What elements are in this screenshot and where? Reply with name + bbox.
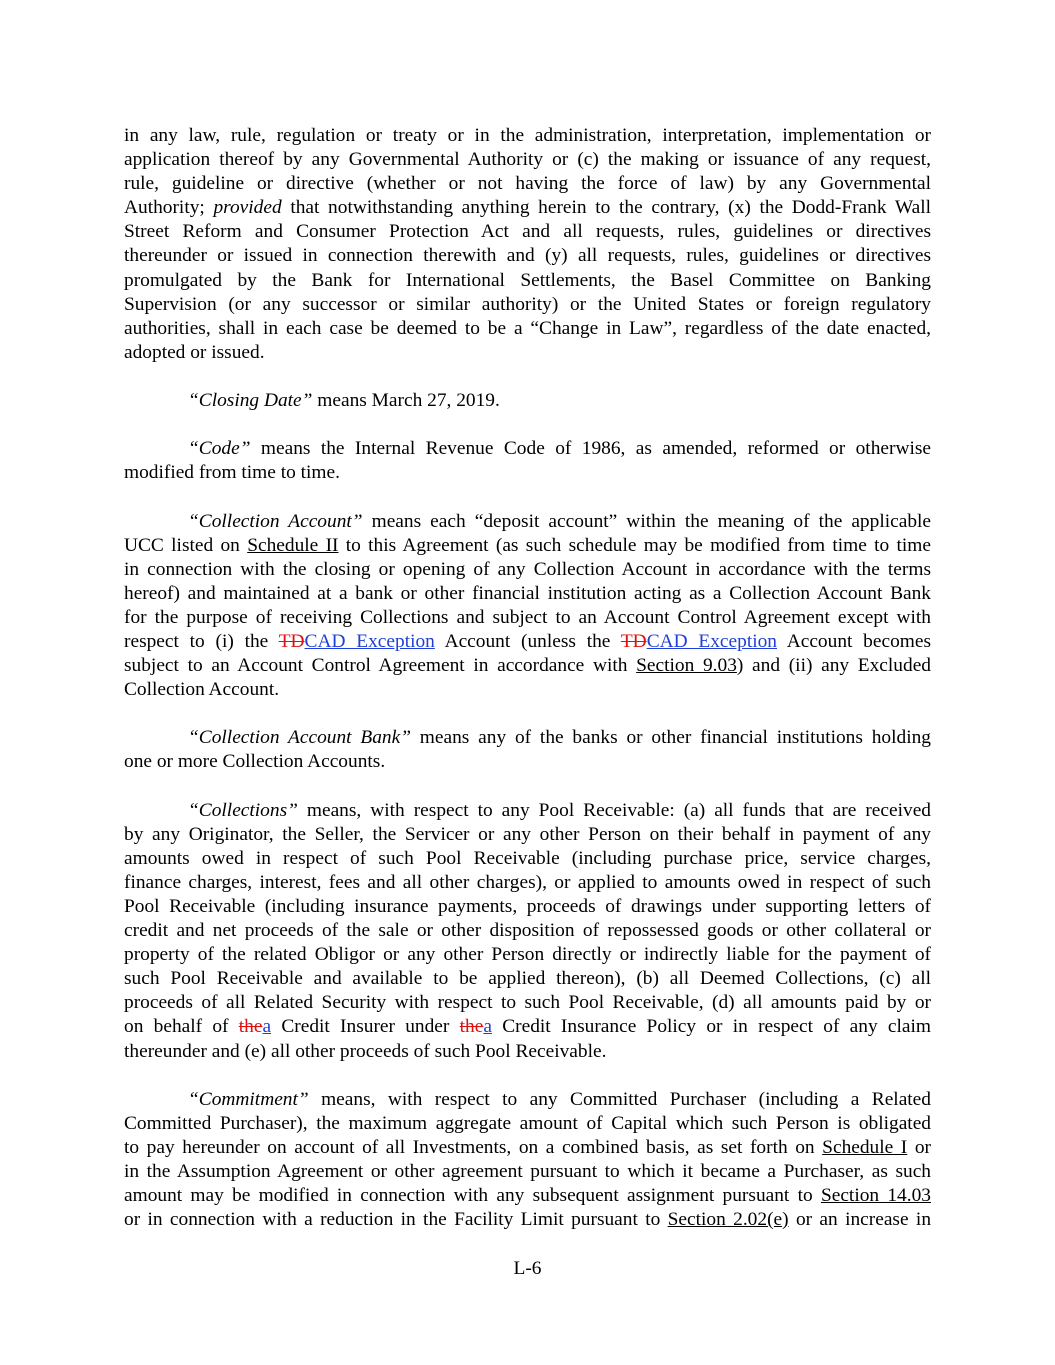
text-run: for the purpose of receiving Collections and subject to an Account Control Agreement except with — [124, 606, 931, 628]
text-line — [124, 1040, 931, 1064]
text-run: in any law, rule, regulation or treaty or in the administration, interpretation, implementation or — [124, 125, 931, 146]
deleted-text: TD — [620, 630, 647, 652]
deleted-text: the — [459, 1016, 484, 1038]
text-run: means, with respect to any Committed Purchaser (including a Related — [308, 1088, 931, 1110]
text-run: that notwithstanding anything herein to the contrary, (x) the Dodd-Frank Wall — [281, 197, 931, 219]
text-run: Pool Receivable (including insurance payments, proceeds of drawings under supporting letters of — [124, 896, 931, 917]
text-run: means any of the banks or other financial institutions holding — [411, 727, 931, 749]
text-run: authorities, shall in each case be deemed to be a “Change in Law”, regardless of the date enacted, — [124, 317, 931, 339]
text-line — [124, 943, 931, 967]
cross-reference-link[interactable]: Section 9.03 — [636, 655, 737, 677]
text-run: one or more Collection Accounts. — [124, 751, 386, 773]
text-run: rule, guideline or directive (whether or not having the force of law) by any Governmental — [124, 173, 931, 195]
text-line — [124, 510, 931, 534]
inserted-text[interactable]: a — [262, 1016, 272, 1038]
text-run: proceeds of all Related Security with respect to such Pool Receivable, (d) all amounts paid by or — [124, 992, 931, 1014]
paragraph — [124, 510, 931, 703]
text-line — [124, 799, 931, 823]
text-line — [124, 1015, 931, 1039]
defined-term: “Commitment” — [188, 1088, 309, 1110]
text-line — [124, 1112, 931, 1136]
text-run: means the Internal Revenue Code of 1986, as amended, reformed or otherwise — [250, 438, 931, 460]
defined-term: “Code” — [188, 438, 251, 460]
cross-reference-link[interactable]: Section 2.02(e) — [667, 1209, 789, 1231]
text-line — [124, 1208, 931, 1232]
defined-term: “Closing Date” — [188, 390, 313, 412]
paragraph — [124, 389, 931, 413]
text-line — [124, 1160, 931, 1184]
text-run: modified from time to time. — [124, 462, 340, 484]
deleted-text: TD — [278, 630, 305, 652]
text-run: Collection Account. — [124, 679, 280, 701]
text-run: or — [907, 1136, 931, 1158]
text-line — [124, 461, 931, 485]
text-run: Authority; — [124, 197, 214, 219]
text-line — [124, 437, 931, 461]
text-run: finance charges, interest, fees and all other charges), or applied to amounts owed in respect of such — [124, 871, 931, 893]
paragraph — [124, 726, 931, 774]
text-line — [124, 389, 931, 413]
text-run: hereof) and maintained at a bank or other financial institution acting as a Collection Account Bank — [124, 582, 931, 604]
text-line — [124, 919, 931, 943]
text-line — [124, 534, 931, 558]
text-line — [124, 606, 931, 630]
inserted-text[interactable]: CAD Exception — [304, 630, 435, 652]
text-run: subject to an Account Control Agreement in accordance with — [124, 655, 637, 677]
cross-reference-link[interactable]: Section 14.03 — [820, 1185, 931, 1207]
text-run: adopted or issued. — [124, 341, 265, 363]
text-line — [124, 244, 931, 268]
paragraph — [124, 124, 931, 365]
deleted-text: the — [238, 1016, 263, 1038]
cross-reference-link[interactable]: Schedule I — [822, 1136, 908, 1158]
text-line — [124, 317, 931, 341]
document-body — [124, 124, 931, 1256]
defined-term: “Collections” — [188, 799, 298, 821]
text-line — [124, 678, 931, 702]
text-line — [124, 196, 931, 220]
text-run: on behalf of — [124, 1016, 239, 1038]
text-line — [124, 823, 931, 847]
text-run: in connection with the closing or opening of any Collection Account in accordance with the terms — [124, 558, 931, 580]
text-run: UCC listed on — [124, 534, 248, 556]
paragraph — [124, 437, 931, 485]
text-line — [124, 558, 931, 582]
text-line — [124, 1136, 931, 1160]
text-line — [124, 726, 931, 750]
text-run: credit and net proceeds of the sale or other disposition of repossessed goods or other collateral or — [124, 920, 931, 942]
text-run: property of the related Obligor or any other Person directly or indirectly liable for the payment of — [124, 944, 931, 966]
text-line — [124, 341, 931, 365]
text-run: amounts owed in respect of such Pool Receivable (including purchase price, service charges, — [124, 847, 931, 869]
inserted-text[interactable]: CAD Exception — [646, 630, 778, 652]
text-run: Account becomes — [777, 630, 931, 652]
text-run: amount may be modified in connection with any subsequent assignment pursuant to — [124, 1185, 821, 1207]
text-run: Committed Purchaser), the maximum aggregate amount of Capital which such Person is obligated — [124, 1112, 931, 1134]
text-line — [124, 630, 931, 654]
text-run: means March 27, 2019. — [312, 390, 500, 412]
defined-term: “Collection Account Bank” — [188, 727, 411, 749]
text-run: such Pool Receivable and available to be applied thereon), (b) all Deemed Collections, (c) all — [124, 968, 931, 990]
text-line — [124, 172, 931, 196]
defined-term: “Collection Account” — [188, 510, 363, 532]
text-run: Street Reform and Consumer Protection Act and all requests, rules, guidelines or directives — [124, 221, 931, 243]
text-line — [124, 750, 931, 774]
text-run: ) and (ii) any Excluded — [736, 655, 931, 677]
defined-term: provided — [213, 197, 282, 219]
text-line — [124, 967, 931, 991]
text-run: Account (unless the — [434, 630, 621, 652]
text-line — [124, 124, 931, 148]
text-line — [124, 847, 931, 871]
text-run: to this Agreement (as such schedule may be modified from time to time — [338, 534, 931, 556]
text-line — [124, 582, 931, 606]
text-run: by any Originator, the Seller, the Servicer or any other Person on their behalf in payment of any — [124, 823, 931, 845]
text-run: or in connection with a reduction in the Facility Limit pursuant to — [124, 1209, 668, 1231]
inserted-text[interactable]: a — [483, 1016, 492, 1038]
text-run: means each “deposit account” within the meaning of the applicable — [362, 510, 932, 532]
text-line — [124, 148, 931, 172]
paragraph — [124, 1088, 931, 1233]
text-line — [124, 895, 931, 919]
text-run: to pay hereunder on account of all Investments, on a combined basis, as set forth on — [124, 1136, 823, 1158]
text-line — [124, 871, 931, 895]
text-run: thereunder and (e) all other proceeds of such Pool Receivable. — [124, 1040, 607, 1062]
text-run: thereunder or issued in connection therewith and (y) all requests, rules, guidelines or directives — [124, 245, 931, 267]
text-line — [124, 991, 931, 1015]
text-line — [124, 293, 931, 317]
text-line — [124, 1088, 931, 1112]
text-run: promulgated by the Bank for International Settlements, the Basel Committee on Banking — [124, 269, 931, 291]
text-run: Credit Insurer under — [271, 1016, 460, 1038]
text-line — [124, 220, 931, 244]
text-run: in the Assumption Agreement or other agreement pursuant to which it became a Purchaser, as such — [124, 1161, 931, 1183]
text-line — [124, 654, 931, 678]
paragraph — [124, 799, 931, 1064]
text-run: means, with respect to any Pool Receivable: (a) all funds that are received — [297, 799, 931, 821]
text-run: respect to (i) the — [124, 630, 279, 652]
text-run: or an increase in — [788, 1209, 932, 1231]
cross-reference-link[interactable]: Schedule II — [247, 534, 339, 556]
text-run: application thereof by any Governmental Authority or (c) the making or issuance of any request, — [124, 149, 931, 171]
page-number: L-6 — [513, 1258, 542, 1279]
text-line — [124, 269, 931, 293]
text-run: Supervision (or any successor or similar authority) or the United States or foreign regulatory — [124, 293, 931, 315]
text-line — [124, 1184, 931, 1208]
text-run: Credit Insurance Policy or in respect of any claim — [491, 1016, 931, 1038]
